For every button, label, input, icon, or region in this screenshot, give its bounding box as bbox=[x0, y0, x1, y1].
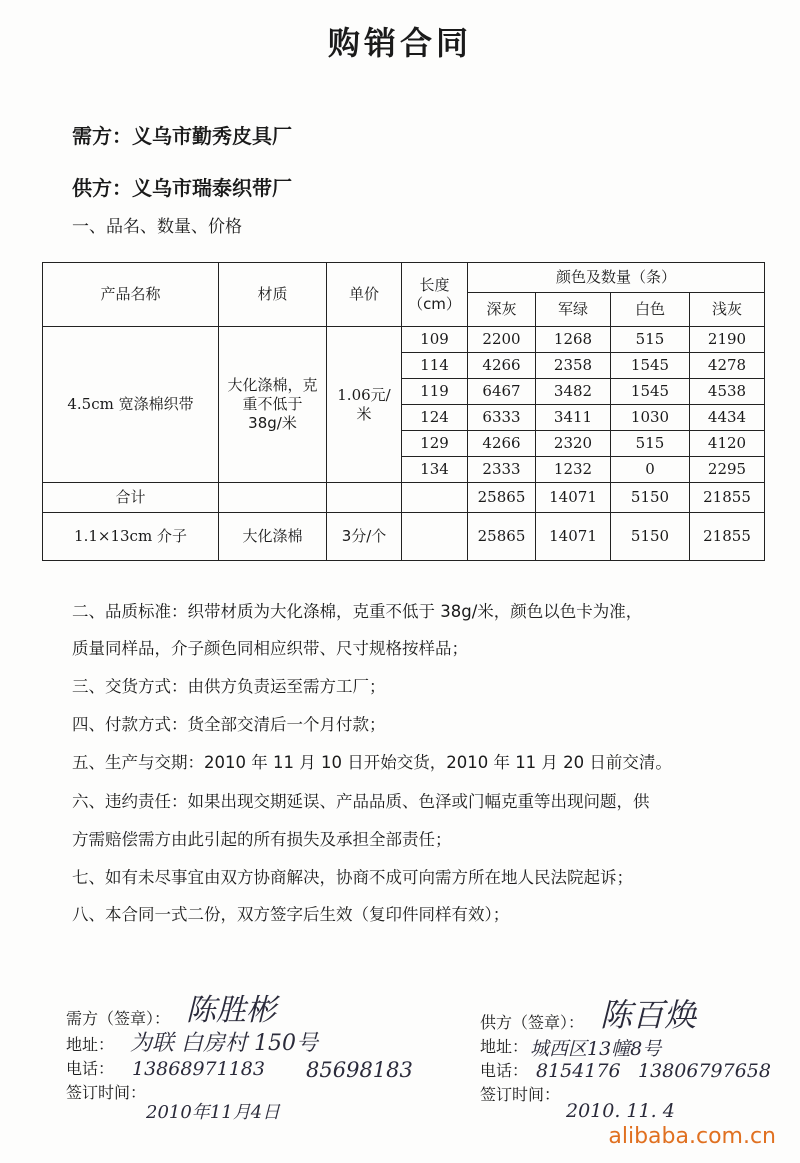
seller-date-label: 签订时间： bbox=[480, 1085, 561, 1104]
order-table bbox=[42, 262, 765, 561]
total-label: 合计 bbox=[43, 483, 219, 513]
seller-phone2: 13806797658 bbox=[638, 1060, 771, 1082]
length-cell: 109 bbox=[402, 327, 468, 353]
table-row bbox=[43, 327, 765, 353]
qty-cell: 2333 bbox=[468, 457, 536, 483]
document-title: 购销合同 bbox=[327, 24, 472, 62]
header-color: 深灰 bbox=[468, 293, 536, 327]
qty-cell: 2295 bbox=[690, 457, 765, 483]
qty-cell: 21855 bbox=[690, 513, 765, 561]
buyer-address-label: 地址： bbox=[66, 1035, 115, 1054]
qty-cell: 1030 bbox=[611, 405, 690, 431]
qty-cell: 1545 bbox=[611, 353, 690, 379]
clause-copies: 八、本合同一式二份，双方签字后生效（复印件同样有效）； bbox=[72, 905, 510, 924]
qty-cell: 1232 bbox=[536, 457, 611, 483]
qty-cell: 2200 bbox=[468, 327, 536, 353]
length-cell: 129 bbox=[402, 431, 468, 457]
qty-cell: 14071 bbox=[536, 513, 611, 561]
seller-sign-label: 供方（签章）： bbox=[480, 1013, 585, 1032]
qty-cell: 5150 bbox=[611, 513, 690, 561]
qty-cell: 4120 bbox=[690, 431, 765, 457]
main-material-cell: 大化涤棉，克重不低于38g/米 bbox=[219, 327, 327, 483]
length-cell: 124 bbox=[402, 405, 468, 431]
total-cell: 25865 bbox=[468, 483, 536, 513]
main-price-cell: 1.06元/米 bbox=[327, 327, 402, 483]
seller-date: 2010. 11. 4 bbox=[566, 1100, 675, 1122]
item2-price: 3分/个 bbox=[327, 513, 402, 561]
total-row bbox=[43, 483, 765, 513]
qty-cell: 4266 bbox=[468, 353, 536, 379]
item2-product: 1.1×13cm 介子 bbox=[43, 513, 219, 561]
buyer-signature: 陈胜彬 bbox=[186, 993, 276, 1028]
total-cell: 21855 bbox=[690, 483, 765, 513]
qty-cell: 515 bbox=[611, 431, 690, 457]
seller-signature: 陈百焕 bbox=[600, 996, 697, 1034]
qty-cell: 2190 bbox=[690, 327, 765, 353]
buyer-phone-label: 电话： bbox=[66, 1059, 115, 1078]
qty-cell: 6333 bbox=[468, 405, 536, 431]
buyer-address: 为联 白房村 150号 bbox=[130, 1031, 318, 1056]
seller-phone-label: 电话： bbox=[480, 1061, 529, 1080]
qty-cell: 2358 bbox=[536, 353, 611, 379]
clause-liability-cont: 方需赔偿需方由此引起的所有损失及承担全部责任； bbox=[72, 830, 452, 849]
buyer-sign-label: 需方（签章）： bbox=[66, 1009, 171, 1028]
clause-liability: 六、违约责任：如果出现交期延误、产品品质、色泽或门幅克重等出现问题，供 bbox=[72, 792, 650, 811]
qty-cell: 3482 bbox=[536, 379, 611, 405]
seller-phone: 8154176 bbox=[536, 1060, 621, 1082]
header-product: 产品名称 bbox=[43, 263, 219, 327]
header-color: 浅灰 bbox=[690, 293, 765, 327]
item2-row bbox=[43, 513, 765, 561]
qty-cell: 4278 bbox=[690, 353, 765, 379]
header-unit-price: 单价 bbox=[327, 263, 402, 327]
qty-cell: 1268 bbox=[536, 327, 611, 353]
section-heading: 一、品名、数量、价格 bbox=[72, 217, 242, 237]
length-cell: 134 bbox=[402, 457, 468, 483]
clause-quality-cont: 质量同样品，介子颜色同相应织带、尺寸规格按样品； bbox=[72, 639, 468, 658]
total-cell: 14071 bbox=[536, 483, 611, 513]
buyer-date: 2010年11月4日 bbox=[146, 1102, 281, 1123]
seller-address-label: 地址： bbox=[480, 1037, 529, 1056]
seller-line: 供方：义乌市瑞泰织带厂 bbox=[72, 176, 292, 200]
clause-delivery: 三、交货方式：由供方负责运至需方工厂； bbox=[72, 677, 386, 696]
clause-dispute: 七、如有未尽事宜由双方协商解决，协商不成可向需方所在地人民法院起诉； bbox=[72, 868, 633, 887]
qty-cell: 4434 bbox=[690, 405, 765, 431]
seller-address: 城西区13幢8号 bbox=[530, 1038, 662, 1060]
header-material: 材质 bbox=[219, 263, 327, 327]
qty-cell: 25865 bbox=[468, 513, 536, 561]
qty-cell: 0 bbox=[611, 457, 690, 483]
qty-cell: 4538 bbox=[690, 379, 765, 405]
header-color: 白色 bbox=[611, 293, 690, 327]
header-color-qty: 颜色及数量（条） bbox=[468, 263, 765, 293]
total-cell: 5150 bbox=[611, 483, 690, 513]
qty-cell: 1545 bbox=[611, 379, 690, 405]
clause-payment: 四、付款方式：货全部交清后一个月付款； bbox=[72, 715, 386, 734]
clause-schedule: 五、生产与交期：2010 年 11 月 10 日开始交货，2010 年 11 月 20 日前交清。 bbox=[72, 753, 672, 772]
qty-cell: 3411 bbox=[536, 405, 611, 431]
clause-quality: 二、品质标准：织带材质为大化涤棉，克重不低于 38g/米，颜色以色卡为准， bbox=[72, 602, 643, 621]
header-color: 军绿 bbox=[536, 293, 611, 327]
main-product-cell: 4.5cm 宽涤棉织带 bbox=[43, 327, 219, 483]
site-watermark: alibaba.com.cn bbox=[608, 1124, 776, 1149]
item2-material: 大化涤棉 bbox=[219, 513, 327, 561]
header-length: 长度（cm） bbox=[402, 263, 468, 327]
qty-cell: 6467 bbox=[468, 379, 536, 405]
qty-cell: 4266 bbox=[468, 431, 536, 457]
buyer-phone2: 85698183 bbox=[306, 1058, 413, 1082]
qty-cell: 2320 bbox=[536, 431, 611, 457]
buyer-line: 需方：义乌市勤秀皮具厂 bbox=[72, 124, 292, 148]
buyer-date-label: 签订时间： bbox=[66, 1083, 147, 1102]
length-cell: 114 bbox=[402, 353, 468, 379]
length-cell: 119 bbox=[402, 379, 468, 405]
qty-cell: 515 bbox=[611, 327, 690, 353]
buyer-phone: 13868971183 bbox=[132, 1058, 265, 1080]
